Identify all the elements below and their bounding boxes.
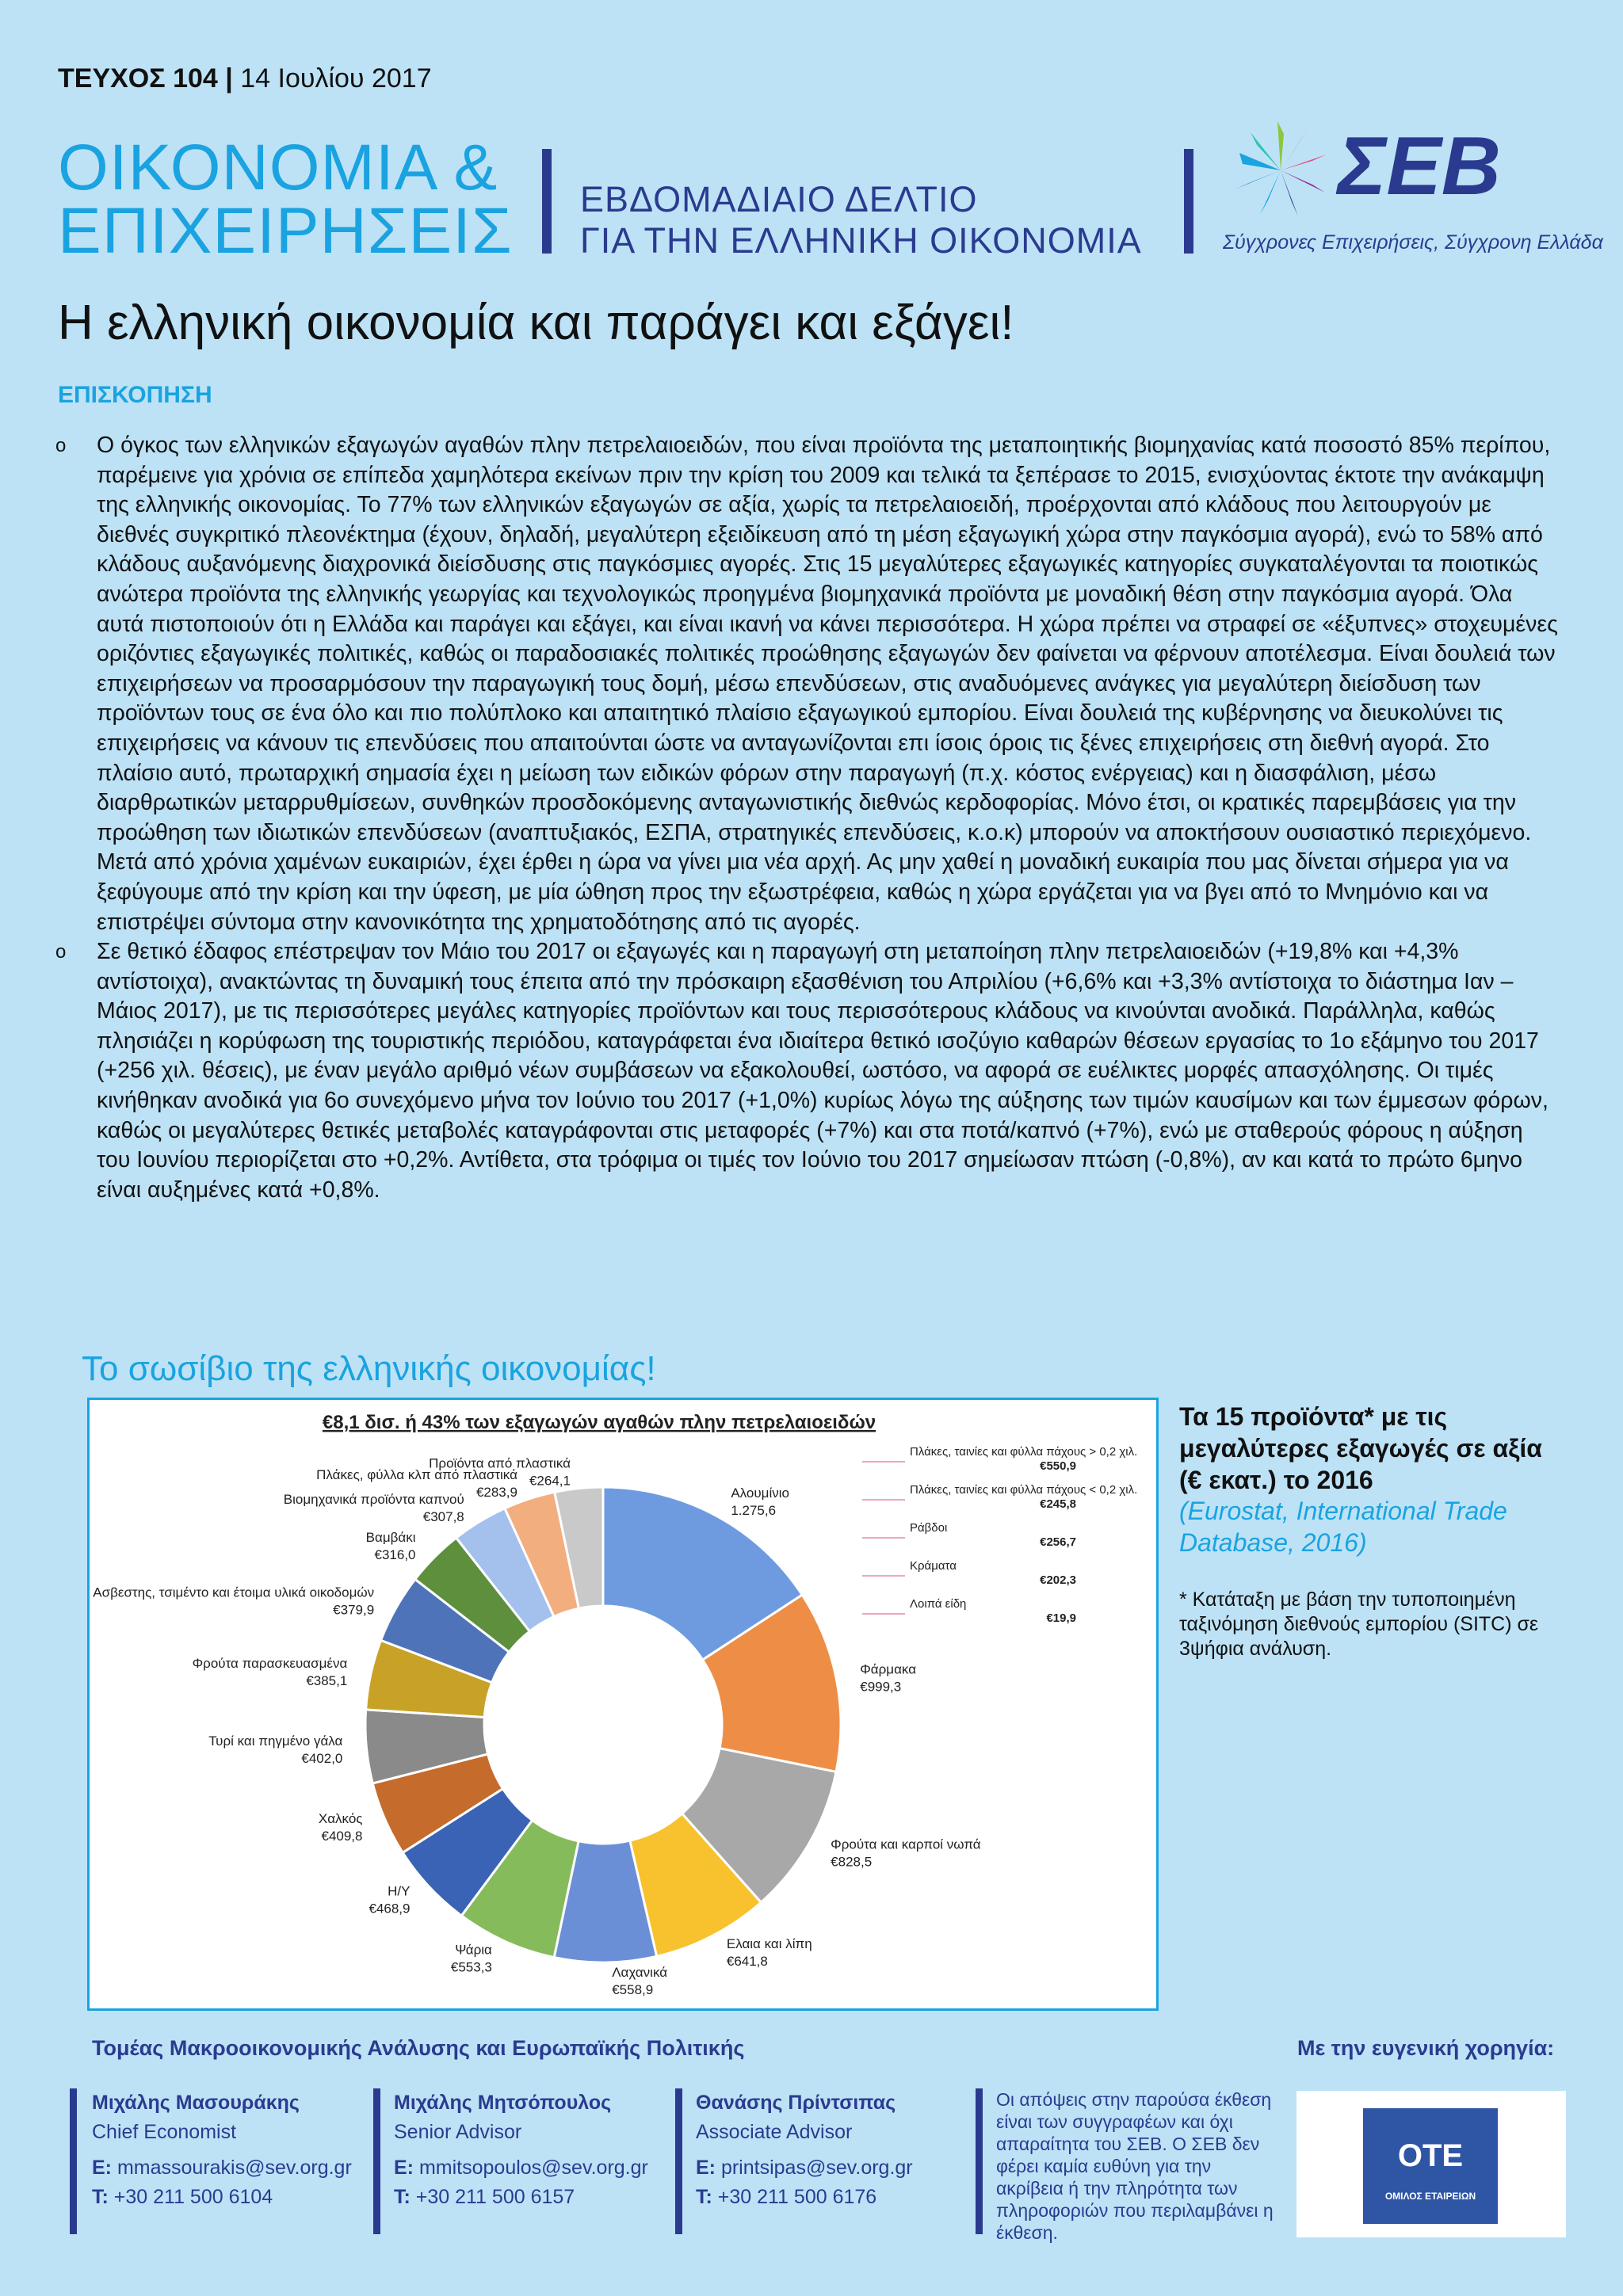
contact-email-row (696, 2153, 981, 2183)
breakdown-value: €19,9 (1046, 1611, 1076, 1625)
chart-section-title: Το σωσίβιο της ελληνικής οικονομίας! (82, 1349, 656, 1388)
breakdown-label: Ράβδοι (910, 1521, 948, 1535)
breakdown-label: Λοιπά είδη (910, 1597, 967, 1611)
page-title: Η ελληνική οικονομία και παράγει και εξάγει! (58, 296, 1014, 350)
contact-bar (70, 2088, 77, 2234)
breakdown-label: Κράματα (910, 1559, 957, 1573)
slice-value: €307,8 (422, 1508, 464, 1524)
footer-department: Τομέας Μακροοικονομικής Ανάλυσης και Ευρωπαϊκής Πολιτικής (92, 2036, 745, 2060)
breakdown-label: Πλάκες, ταινίες και φύλλα πάχους > 0,2 χιλ. (910, 1445, 1138, 1459)
contact-phone: +30 211 500 6176 (717, 2186, 877, 2208)
weekly-bulletin-title (580, 179, 1142, 261)
issue-date: 14 Ιουλίου 2017 (240, 63, 432, 93)
donut-hole (486, 1608, 720, 1842)
chart-frame (87, 1398, 1159, 2011)
bullet-text: Σε θετικό έδαφος επέστρεψαν τον Μάιο του 2017 οι εξαγωγές και η παραγωγή στη μεταποίηση πλην πετρελαιοειδών (+19,8% και +4,3% αντίστοιχα), ανακτώντας τη δυναμική τους έπειτα από την πρόσκαιρη εξασθένιση του Απριλίου (+6,6% και +3,3% αντίστοιχα το διάστημα Ιαν – Μάιος 2017), με τις περισσότερες μεγάλες κατηγορίες προϊόντων και τους περισσότερους κλάδους να κινούνται ανοδικά. Παράλληλα, καθώς πλησιάζει η κορύφωση της τουριστικής περιόδου, καταγράφεται ένα ιδιαίτερα θετικό ισοζύγιο καθαρών θέσεων εργασίας το 1ο εξάμηνο του 2017 (+256 χιλ. θέσεις), με έναν μεγάλο αριθμό νέων συμβάσεων να εξακολουθεί, ωστόσο, να αφορά σε ευέλικτες μορφές απασχόλησης. Οι τιμές κινήθηκαν ανοδικά για 6ο συνεχόμενο μήνα τον Ιούνιο του 2017 (+1,0%) κυρίως λόγω της αύξησης των τιμών καυσίμων και των έμμεσων φόρων, καθώς οι μεγαλύτερες θετικές μεταβολές καταγράφονται στις μεταφορές (+7%) και στα ποτά/καπνό (+7%), ενώ με σταθερούς φόρους η αύξηση του Ιουνίου περιορίζεται στο +0,2%. Αντίθετα, στα τρόφιμα οι τιμές τον Ιούνιο του 2017 σημείωσαν πτώση (-0,8%), αν και κατά το πρώτο 6μηνο είναι αυξημένες κατά +0,8%. (97, 939, 1549, 1203)
header-divider-right (1184, 149, 1193, 254)
contact-email[interactable]: mmitsopoulos@sev.org.gr (418, 2157, 648, 2179)
chart-title: €8,1 δισ. ή 43% των εξαγωγών αγαθών πλην πετρελαιοειδών (322, 1412, 876, 1433)
slice-value: €379,9 (333, 1602, 375, 1618)
slice-value: €558,9 (612, 1981, 654, 1997)
contact-phone-row (696, 2183, 981, 2212)
chart-source: (Eurostat, International Trade Database, 2016) (1179, 1497, 1507, 1557)
contact-name: Μιχάλης Μητσόπουλος (394, 2092, 612, 2114)
slice-value: €553,3 (450, 1959, 492, 1975)
bullet-item (55, 431, 1561, 937)
slice-label: Ψάρια (455, 1942, 492, 1958)
slice-label: Τυρί και πηγμένο γάλα (208, 1733, 343, 1749)
slice-label: Η/Υ (388, 1883, 411, 1899)
slice-value: €409,8 (321, 1828, 363, 1844)
contact-card (92, 2088, 377, 2212)
contact-email[interactable]: printsipas@sev.org.gr (720, 2157, 913, 2179)
slice-value: €468,9 (369, 1901, 411, 1917)
sev-star-icon (1219, 111, 1591, 230)
overview-heading: ΕΠΙΣΚΟΠΗΣΗ (58, 382, 212, 408)
weekly-line-2: ΓΙΑ ΤΗΝ ΕΛΛΗΝΙΚΗ ΟΙΚΟΝΟΜΙΑ (580, 220, 1142, 261)
breakdown-value: €550,9 (1040, 1459, 1076, 1473)
slice-label: Βιομηχανικά προϊόντα καπνού (283, 1491, 464, 1507)
email-label: E: (92, 2157, 112, 2179)
issue-separator: | (225, 63, 233, 93)
contact-phone: +30 211 500 6104 (113, 2186, 273, 2208)
contact-email-row (92, 2153, 377, 2183)
contact-name: Θανάσης Πρίντσιπας (696, 2092, 896, 2114)
contact-email[interactable]: mmassourakis@sev.org.gr (116, 2157, 352, 2179)
ote-logo-text: ΟΤΕ (1397, 2138, 1464, 2173)
slice-label: Βαμβάκι (365, 1530, 416, 1546)
slice-label: Προϊόντα από πλαστικά (429, 1455, 571, 1471)
contact-bar (373, 2088, 380, 2234)
brand-line-1: ΟΙΚΟΝΟΜΙΑ & (58, 132, 498, 204)
sponsor-logo (1296, 2091, 1566, 2237)
newsletter-brand (58, 132, 513, 267)
email-label: E: (394, 2157, 414, 2179)
overview-bullets (55, 431, 1561, 1205)
contact-phone-row (92, 2183, 377, 2212)
contact-email-row (394, 2153, 679, 2183)
sev-logo-text: ΣΕΒ (1338, 120, 1501, 212)
phone-label: T: (92, 2186, 109, 2208)
contact-phone: +30 211 500 6157 (415, 2186, 575, 2208)
breakdown-value: €245,8 (1040, 1497, 1076, 1511)
header-divider-left (542, 149, 552, 254)
ote-logo-subtext: ΟΜΙΛΟΣ ΕΤΑΙΡΕΙΩΝ (1384, 2191, 1476, 2202)
phone-label: T: (696, 2186, 712, 2208)
breakdown-value: €256,7 (1040, 1535, 1076, 1549)
slice-value: €385,1 (306, 1672, 348, 1688)
phone-label: T: (394, 2186, 411, 2208)
slice-value: €402,0 (301, 1750, 343, 1766)
weekly-line-1: ΕΒΔΟΜΑΔΙΑΙΟ ΔΕΛΤΙΟ (580, 179, 978, 219)
email-label: E: (696, 2157, 716, 2179)
contact-card (394, 2088, 679, 2212)
bullet-text: Ο όγκος των ελληνικών εξαγωγών αγαθών πλην πετρελαιοειδών, που είναι προϊόντα της μεταποιητικής βιομηχανίας κατά ποσοστό 85% περίπου, παρέμεινε για χρόνια σε επίπεδα χαμηλότερα εκείνων πριν την κρίση του 2009 και τελικά τα ξεπέρασε το 2015, ενισχύοντας έκτοτε την ανάκαμψη της ελληνικής οικονομίας. Το 77% των ελληνικών εξαγωγών σε αξία, χωρίς τα πετρελαιοειδή, προέρχονται από κλάδους που λειτουργούν με διεθνές συγκριτικό πλεονέκτημα (έχουν, δηλαδή, μεγαλύτερη εξειδίκευση από τη μέση εξαγωγική χώρα στην παγκόσμια αγορά), ενώ το 58% από κλάδους αυξανόμενης διαχρονικά διείσδυσης στις παγκόσμιες αγορές. Στις 15 μεγαλύτερες εξαγωγικές κατηγορίες συγκαταλέγονται τα ποιοτικώς ανώτερα προϊόντα της ελληνικής γεωργίας και τεχνολογικώς προηγμένα βιομηχανικά προϊόντα με μοναδική θέση στην παγκόσμια αγορά. Όλα αυτά πιστοποιούν ότι η Ελλάδα και παράγει και εξάγει, και είναι ικανή να κάνει περισσότερα. Η χώρα πρέπει να στραφεί σε «έξυπνες» στοχευμένες οριζόντιες εξαγωγικές πολιτικές, καθώς οι παραδοσιακές πολιτικές προώθησης εξαγωγών δεν φαίνεται να φέρνουν αποτέλεσμα. Είναι δουλειά των επιχειρήσεων να προσαρμόσουν την παραγωγική τους δομή, μέσω επενδύσεων, στις αναδυόμενες ανάγκες για μεγαλύτερη διείσδυση των προϊόντων τους σε ένα όλο και πιο πολύπλοκο και απαιτητικό πλαίσιο εξαγωγικού εμπορίου. Είναι δουλειά της κυβέρνησης να διευκολύνει τις επιχειρήσεις να κάνουν τις επενδύσεις που απαιτούνται ώστε να ανταγωνίζονται επι ίσοις όροις τις ξένες επιχειρήσεις στη διεθνή αγορά. Στο πλαίσιο αυτό, πρωταρχική σημασία έχει η μείωση των ειδικών φόρων στην παραγωγή (π.χ. κόστος ενέργειας) και η διασφάλιση, μέσω διαρθρωτικών μεταρρυθμίσεων, συνθηκών προσδοκόμενης ανταγωνιστικής διεθνώς κερδοφορίας. Μόνο έτσι, οι κρατικές παρεμβάσεις για την προώθηση των ιδιωτικών επενδύσεων (αναπτυξιακός, ΕΣΠΑ, στρατηγικές επενδύσεις, κ.ο.κ) μπορούν να αποκτήσουν ουσιαστικό περιεχόμενο. Μετά από χρόνια χαμένων ευκαιριών, έχει έρθει η ώρα να γίνει μια νέα αρχή. Ας μην χαθεί η μοναδική ευκαιρία που μας δίνεται σήμερα για να ξεφύγουμε από την κρίση και την ύφεση, με μία ώθηση προς την εξωστρέφεια, καθώς η χώρα εργάζεται για να βγει από το Μνημόνιο και να επιστρέψει σύντομα στην κανονικότητα της χρηματοδότησης από τις αγορές. (97, 433, 1558, 935)
breakdown-value: €202,3 (1040, 1573, 1076, 1587)
issue-line (58, 63, 432, 94)
donut-chart (90, 1400, 1156, 2008)
bullet-item (55, 937, 1561, 1205)
bullet-mark: o (55, 435, 67, 456)
slice-value: €316,0 (374, 1547, 416, 1563)
slice-label: Λαχανικά (612, 1964, 668, 1980)
footer-sponsor-label: Με την ευγενική χορηγία: (1297, 2036, 1555, 2060)
breakdown-label: Πλάκες, ταινίες και φύλλα πάχους < 0,2 χιλ. (910, 1483, 1138, 1497)
slice-value: €283,9 (475, 1484, 517, 1500)
slice-label: Ασβεστης, τσιμέντο και έτοιμα υλικά οικοδομών (93, 1585, 375, 1600)
slice-label: Φάρμακα (860, 1661, 917, 1677)
contact-phone-row (394, 2183, 679, 2212)
chart-footnote: * Κατάταξη με βάση την τυποποιημένη ταξινόμηση διεθνούς εμπορίου (SITC) σε 3ψήφια ανάλυση. (1179, 1589, 1539, 1660)
disclaimer-bar (976, 2088, 983, 2234)
brand-line-2: ΕΠΙΧΕΙΡΗΣΕΙΣ (58, 195, 513, 267)
slice-value: 1.275,6 (731, 1502, 777, 1518)
contact-role: Chief Economist (92, 2121, 237, 2143)
issue-label: ΤΕΥΧΟΣ 104 (58, 63, 218, 93)
slice-label: Ελαια και λίπη (726, 1936, 812, 1952)
contact-bar (675, 2088, 682, 2234)
slice-label: Αλουμίνιο (731, 1485, 789, 1501)
contact-role: Associate Advisor (696, 2121, 853, 2143)
ote-logo-mark (1363, 2108, 1498, 2224)
slice-value: €264,1 (529, 1473, 571, 1489)
slice-label: Φρούτα και καρποί νωπά (831, 1836, 981, 1852)
chart-side-title: Τα 15 προϊόντα* με τις μεγαλύτερες εξαγωγές σε αξία (€ εκατ.) το 2016 (1179, 1402, 1542, 1494)
bullet-mark: o (55, 941, 67, 963)
slice-value: €828,5 (831, 1854, 873, 1870)
slice-label: Πλάκες, φύλλα κλπ από πλαστικά (316, 1466, 517, 1482)
slice-value: €999,3 (860, 1679, 902, 1695)
slice-label: Φρούτα παρασκευασμένα (192, 1655, 348, 1671)
sev-tagline: Σύγχρονες Επιχειρήσεις, Σύγχρονη Ελλάδα (1223, 231, 1603, 254)
slice-label: Χαλκός (318, 1810, 363, 1826)
contact-card (696, 2088, 981, 2212)
contact-name: Μιχάλης Μασουράκης (92, 2092, 300, 2114)
slice-value: €641,8 (726, 1954, 768, 1970)
contact-role: Senior Advisor (394, 2121, 522, 2143)
disclaimer-text: Οι απόψεις στην παρούσα έκθεση είναι των συγγραφέων και όχι απαραίτητα του ΣΕΒ. Ο ΣΕΒ δεν φέρει καμία ευθύνη για την ακρίβεια ή την πληρότητα των πληροφοριών που περιλαμβάνει η έκθεση. (996, 2089, 1274, 2243)
